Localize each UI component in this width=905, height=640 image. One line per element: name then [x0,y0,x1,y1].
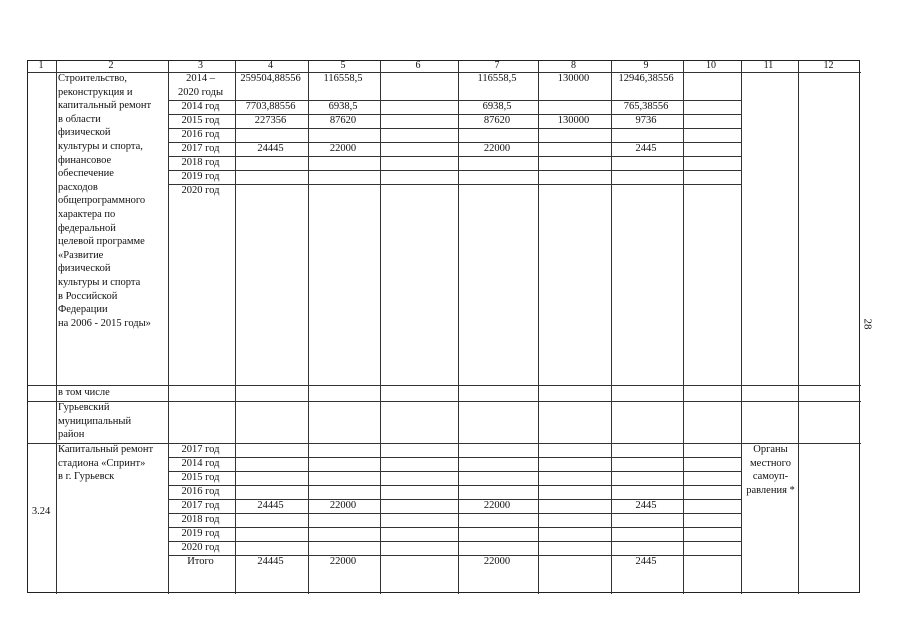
district-name-line: Гурьевский [58,402,110,413]
district-name-line: муниципальный [58,415,132,427]
measure-name-line: культуры и спорта, [58,140,143,152]
measure-name-line: обеспечение [58,168,114,180]
district-name-line: район [58,429,85,441]
object-name-line: в г. Гурьевск [58,471,115,483]
measure-name-line: финансовое [58,154,112,166]
including-label: в том числе [58,387,110,398]
column-header-9: 9 [643,60,649,71]
column-line-10 [683,61,684,594]
period-row-line [168,541,741,542]
period-label: 2014 – [186,73,215,84]
total-label: Итого [187,556,214,567]
measure-name-line: в области [58,113,101,125]
executor-line: равления * [746,484,795,496]
period-label: 2015 год [181,472,220,483]
cell-c5: 22000 [329,500,357,511]
measure-name-line: общепрограммного [58,195,146,207]
cell-c5: 116558,5 [323,73,363,84]
period-label: 2020 год [181,185,220,196]
period-row-line [168,184,741,185]
period-row-line [168,513,741,514]
period-row-line [168,156,741,157]
measure-name-line: капитальный ремонт [58,100,152,112]
period-row-line [168,457,741,458]
page-number: 28 [861,318,874,330]
period-row-line [168,170,741,171]
column-header-8: 8 [571,60,576,71]
period-row-line [168,485,741,486]
cell-c7: 87620 [483,115,511,126]
measure-name-line: целевой программе [58,236,145,248]
column-header-4: 4 [268,60,273,71]
measure-name-line: на 2006 - 2015 годы» [58,317,151,329]
period-row-line [168,471,741,472]
section-line [28,385,861,386]
cell-c8: 130000 [557,73,590,84]
executor [740,443,801,497]
column-line-2 [56,61,57,594]
measure-name-line: расходов [58,181,98,193]
period-label: 2019 год [181,528,220,539]
period-label: 2018 год [181,514,220,525]
period-label: 2016 год [181,129,220,140]
column-header-6: 6 [415,60,421,71]
column-header-10: 10 [706,60,716,71]
measure-name-line: характера по [58,208,116,220]
period-label: 2014 год [181,101,220,112]
period-label: 2017 год [181,444,220,455]
column-header-2: 2 [108,60,114,71]
budget-table [27,60,860,593]
period-label: 2017 год [181,143,220,154]
cell-c4: 259504,88556 [240,73,301,84]
district-name [58,401,166,442]
measure-name [58,72,166,330]
cell-c5: 22000 [329,143,357,154]
period-label: 2017 год [181,500,220,511]
cell-c5: 87620 [329,115,357,126]
total-c5: 22000 [329,556,357,567]
measure-name-line: Федерации [58,304,108,316]
object-name-line: Капитальный ремонт [58,444,154,455]
column-header-12: 12 [823,60,834,71]
period-label: 2015 год [181,115,220,126]
measure-name-line: в Российской [58,290,118,302]
cell-c4: 7703,88556 [245,101,296,112]
column-line-8 [538,61,539,594]
item-number: 3.24 [31,506,51,517]
cell-c4: 24445 [257,143,284,154]
column-line-5 [308,61,309,594]
executor-line: самоуп- [752,471,789,483]
cell-c9: 9736 [635,115,657,126]
period-row-line [168,527,741,528]
cell-c9: 765,38556 [623,101,669,112]
measure-name-line: реконструкция и [58,86,133,98]
period-label: 2020 год [181,542,220,553]
cell-c4: 24445 [257,500,284,511]
cell-c9: 2445 [635,143,657,154]
total-c7: 22000 [483,556,511,567]
total-c9: 2445 [635,556,657,567]
total-c4: 24445 [257,556,284,567]
measure-name-line: Строительство, [58,73,127,84]
period-label: 2018 год [181,157,220,168]
measure-name-line: физической [58,127,111,139]
executor-line: местного [750,457,791,469]
column-header-11: 11 [763,60,774,71]
cell-c5: 6938,5 [328,101,358,112]
period-label: 2016 год [181,486,220,497]
executor-line: Органы [753,444,788,455]
cell-c7: 22000 [483,143,511,154]
column-header-1: 1 [38,60,44,71]
column-header-7: 7 [494,60,500,71]
measure-name-line: физической [58,263,111,275]
column-header-5: 5 [340,60,346,71]
cell-c8: 130000 [557,115,590,126]
period-label: 2019 год [181,171,220,182]
measure-name-line: федеральной [58,222,116,234]
cell-c7: 22000 [483,500,511,511]
object-name-line: стадиона «Спринт» [58,457,146,469]
period-row-line [168,128,741,129]
measure-name-line: культуры и спорта [58,276,141,288]
column-line-9 [611,61,612,594]
object-name [58,443,168,484]
column-line-6 [380,61,381,594]
column-header-3: 3 [198,60,203,71]
cell-c7: 116558,5 [477,73,517,84]
column-line-12 [798,61,799,594]
measure-name-line: «Развитие [58,249,104,261]
cell-c4: 227356 [254,115,287,126]
cell-c9: 2445 [635,500,657,511]
column-line-4 [235,61,236,594]
cell-c9: 12946,38556 [618,73,674,84]
cell-c7: 6938,5 [482,101,512,112]
period-label: 2014 год [181,458,220,469]
column-line-11 [741,61,742,594]
period-label: 2020 годы [177,87,223,98]
column-line-7 [458,61,459,594]
